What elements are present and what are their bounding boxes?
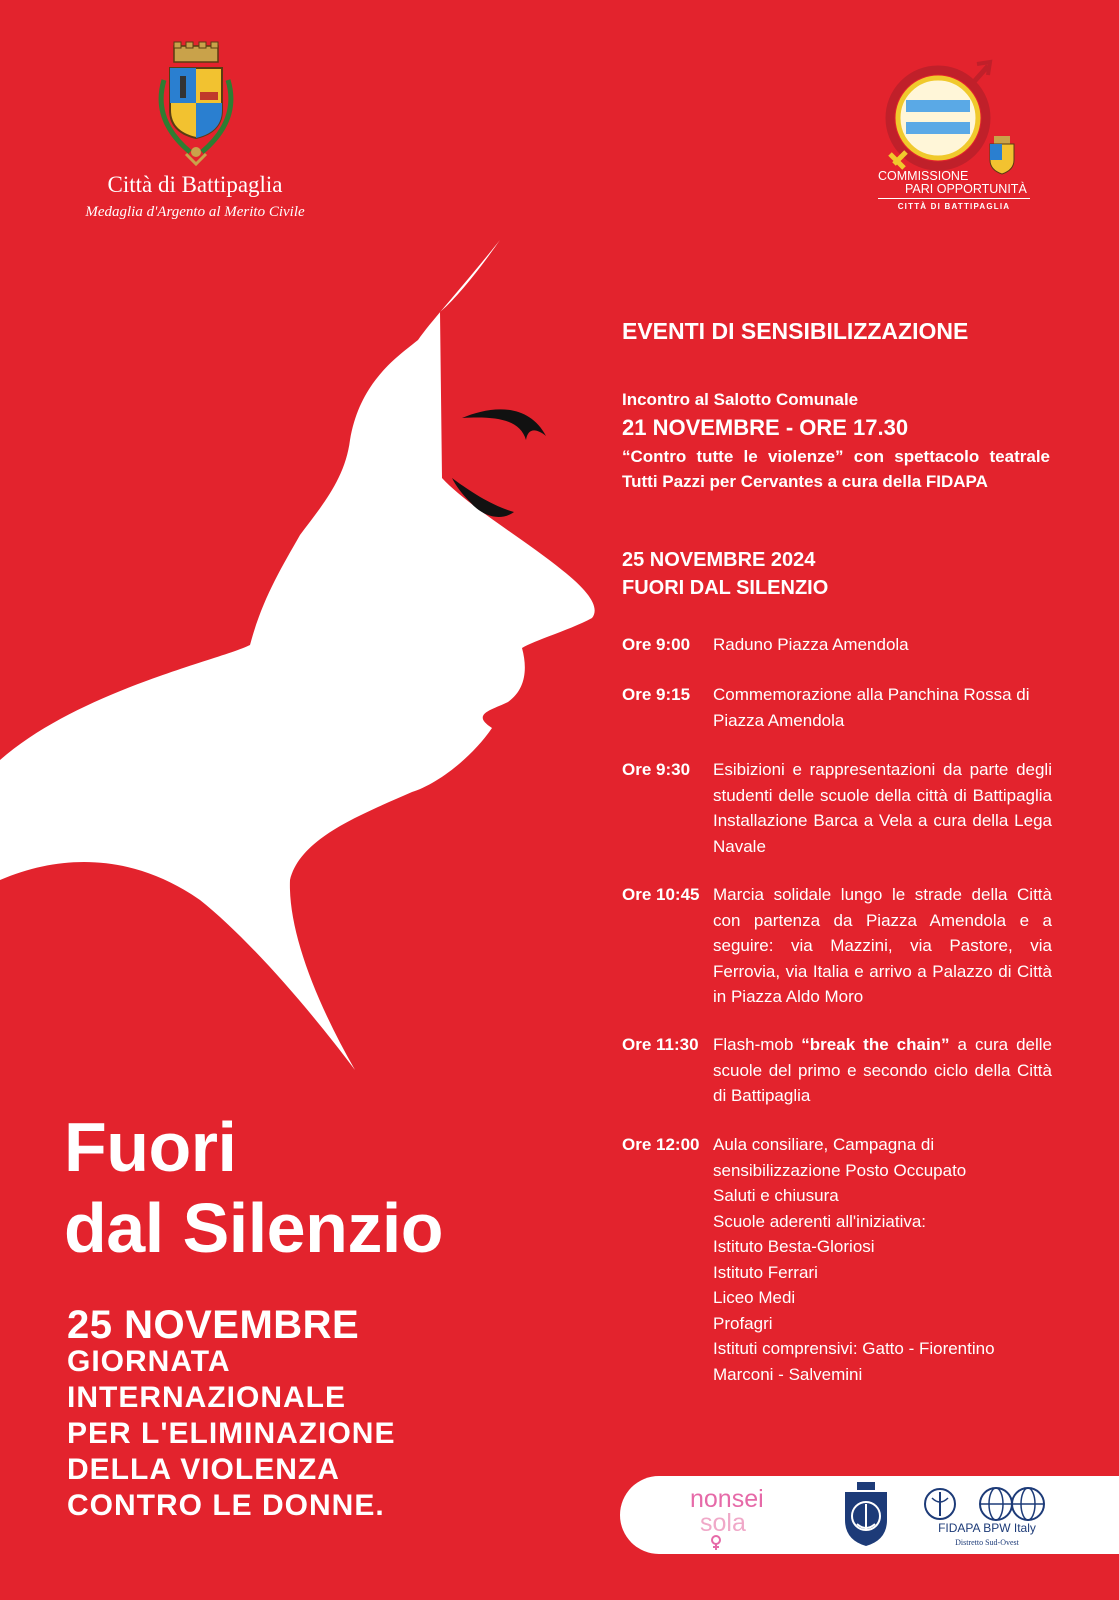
schedule-line: Marconi - Salvemini (713, 1364, 863, 1384)
lega-navale-logo-icon (835, 1480, 897, 1548)
schedule-text: Esibizioni e rappresentazioni da parte degli studenti delle scuole della città di Battipaglia Installazione Barca a Vela a cura della Lega Navale (713, 760, 1052, 856)
commission-divider (878, 198, 1030, 199)
schedule-text: Marcia solidale lungo le strade della Città con partenza da Piazza Amendola e a seguire: via Mazzini, via Pastore, via Ferrovia, via Italia e arrivo a Palazzo di Città in Piazza Aldo Moro (713, 885, 1052, 1006)
schedule-time: Ore 9:00 (622, 635, 691, 654)
city-subtitle: Medaglia d'Argento al Merito Civile (85, 204, 305, 220)
fidapa-subtitle: Distretto Sud-Ovest (955, 1538, 1019, 1547)
event-date-1: 21 NOVEMBRE - ORE 17.30 (622, 415, 909, 440)
schedule-line: Scuole aderenti all'iniziativa: (713, 1211, 927, 1231)
schedule-line: Saluti e chiusura (713, 1186, 839, 1205)
event-title-2: FUORI DAL SILENZIO (622, 577, 829, 599)
schedule-time: Ore 9:15 (622, 685, 691, 704)
event-intro: Incontro al Salotto Comunale (622, 390, 859, 409)
schedule-time: Ore 11:30 (622, 1035, 699, 1054)
main-title-line2: dal Silenzio (64, 1189, 444, 1267)
schedule-item (622, 757, 1052, 859)
schedule-item (622, 682, 1052, 733)
giornata-line: PER L'ELIMINAZIONE (67, 1417, 396, 1450)
commission-city: CITTÀ DI BATTIPAGLIA (897, 202, 1011, 211)
fidapa-bpw-logo-icon (924, 1484, 1048, 1524)
schedule-text: Raduno Piazza Amendola (713, 635, 909, 654)
schedule-text (713, 1032, 1052, 1109)
commission-line2: PARI OPPORTUNITÀ (905, 182, 1027, 196)
schedule-text (713, 1132, 1052, 1387)
main-title-line1: Fuori (64, 1108, 237, 1186)
giornata-line: DELLA VIOLENZA (67, 1453, 340, 1486)
schedule-time: Ore 10:45 (622, 885, 700, 904)
schedule-item (622, 1132, 1052, 1387)
face-silhouette-icon (0, 240, 620, 1110)
schedule-line: Istituto Besta-Gloriosi (713, 1237, 875, 1256)
schedule-line: sensibilizzazione Posto Occupato (713, 1160, 967, 1180)
city-name: Città di Battipaglia (107, 172, 283, 197)
nonsei-sola-logo-line2: sola (700, 1509, 746, 1537)
event-description-1: “Contro tutte le violenze” con spettacolo teatrale Tutti Pazzi per Cervantes a cura della FIDAPA (622, 447, 1050, 491)
schedule-text-bold: “break the chain” (801, 1035, 950, 1054)
event-date-big: 25 NOVEMBRE (67, 1303, 360, 1347)
female-symbol-icon (708, 1534, 724, 1550)
fidapa-name: FIDAPA BPW Italy (938, 1521, 1036, 1535)
giornata-line: GIORNATA (67, 1345, 231, 1378)
schedule-line: Aula consiliare, Campagna di (713, 1135, 935, 1154)
giornata-line: CONTRO LE DONNE. (67, 1489, 385, 1522)
giornata-line: INTERNAZIONALE (67, 1381, 346, 1414)
battipaglia-coat-of-arms-icon (146, 40, 246, 168)
schedule-text: Commemorazione alla Panchina Rossa di Piazza Amendola (713, 685, 1030, 730)
schedule-line: Istituti comprensivi: Gatto - Fiorentino (713, 1339, 995, 1358)
schedule-text-post: a cura delle scuole del primo e secondo ciclo della Città di Battipaglia (713, 1035, 1052, 1105)
nonsei-sola-logo-line1: nonsei (690, 1485, 764, 1513)
schedule-item (622, 632, 1052, 658)
schedule-item (622, 1032, 1052, 1109)
schedule-line: Profagri (713, 1313, 773, 1333)
events-heading: EVENTI DI SENSIBILIZZAZIONE (622, 318, 969, 344)
schedule-time: Ore 9:30 (622, 760, 691, 779)
event-date-2: 25 NOVEMBRE 2024 (622, 549, 816, 571)
schedule-item (622, 882, 1052, 1010)
commission-line1: COMMISSIONE (878, 169, 969, 183)
schedule-line: Istituto Ferrari (713, 1262, 818, 1282)
schedule-time: Ore 12:00 (622, 1135, 700, 1154)
schedule-text-pre: Flash-mob (713, 1035, 802, 1054)
schedule-line: Liceo Medi (713, 1288, 796, 1307)
